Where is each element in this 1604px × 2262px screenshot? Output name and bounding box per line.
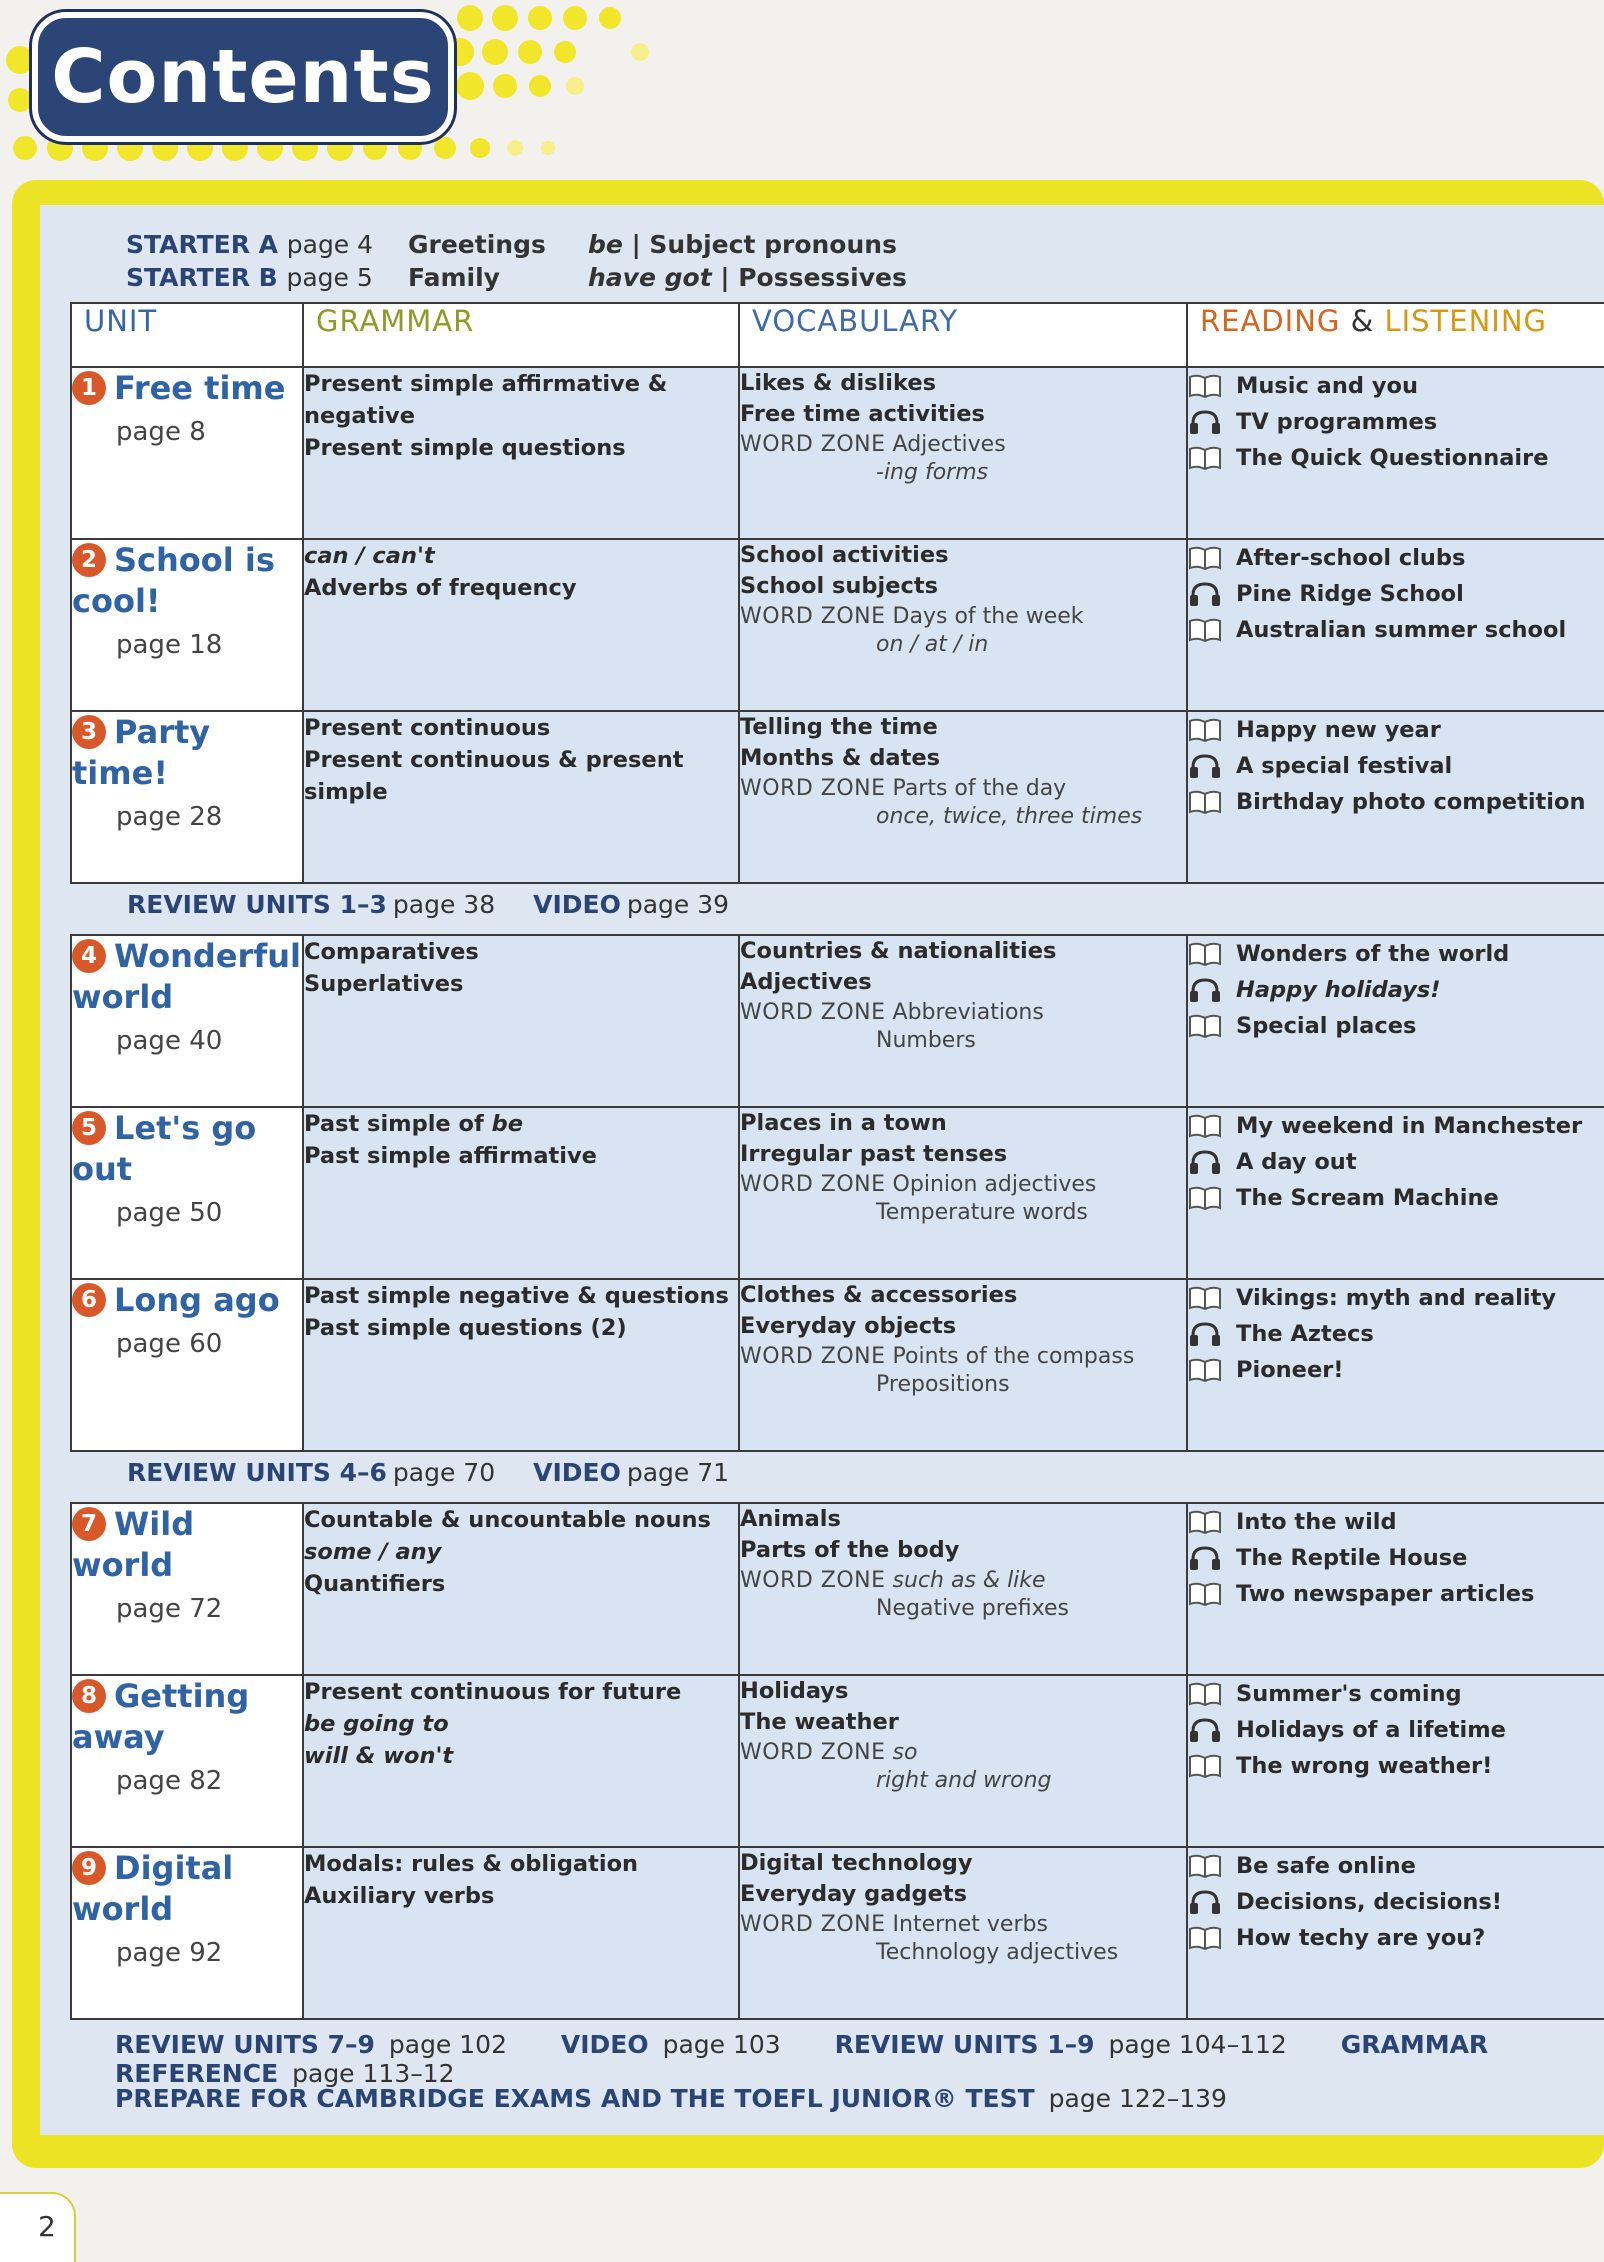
headphones-icon xyxy=(1188,1149,1222,1175)
book-icon xyxy=(1188,717,1222,743)
starter-b-grammar: | Possessives xyxy=(711,263,907,292)
unit-page: page 60 xyxy=(116,1329,223,1359)
reading-listening-cell xyxy=(1187,1847,1604,2019)
review-row xyxy=(71,883,1604,935)
unit-title: Wonderful world xyxy=(72,937,301,1016)
unit-page: page 18 xyxy=(116,630,223,660)
unit-row xyxy=(71,367,1604,539)
vocabulary-item: Free time activities xyxy=(740,401,985,427)
unit-cell xyxy=(71,1503,303,1675)
word-zone-item-2: right and wrong xyxy=(876,1768,1052,1793)
headphones-icon xyxy=(1188,1717,1222,1743)
headphones-icon xyxy=(1188,1321,1222,1347)
word-zone-item-2: Prepositions xyxy=(876,1372,1010,1397)
grammar-item: Modals: rules & obligation xyxy=(304,1851,639,1877)
grammar-cell xyxy=(303,1675,739,1847)
starter-b-row xyxy=(126,261,907,294)
unit-cell xyxy=(71,1675,303,1847)
reading-listening-item: Be safe online xyxy=(1188,1848,1604,1884)
reading-listening-item: The Aztecs xyxy=(1188,1316,1604,1352)
book-icon xyxy=(1188,789,1222,815)
unit-page: page 28 xyxy=(116,802,223,832)
reading-listening-item: A special festival xyxy=(1188,748,1604,784)
review-cell xyxy=(71,883,1604,935)
reading-listening-item: Summer's coming xyxy=(1188,1676,1604,1712)
unit-number-badge: 9 xyxy=(72,1851,106,1885)
starter-a-row xyxy=(126,228,907,261)
vocabulary-item: Holidays xyxy=(740,1678,849,1704)
header-grammar: GRAMMAR xyxy=(303,303,739,367)
unit-title: School is cool! xyxy=(72,541,275,620)
grammar-item: Present continuous for future xyxy=(304,1679,682,1705)
unit-row xyxy=(71,1107,1604,1279)
grammar-item: Present continuous xyxy=(304,715,551,741)
header-row xyxy=(71,303,1604,367)
starter-b-grammar-italic: have got xyxy=(588,263,712,292)
reading-listening-cell xyxy=(1187,539,1604,711)
vocabulary-item: Everyday objects xyxy=(740,1313,957,1339)
reading-listening-item: My weekend in Manchester xyxy=(1188,1108,1604,1144)
word-zone-item: Days of the week xyxy=(892,604,1084,629)
word-zone-item: Internet verbs xyxy=(892,1912,1048,1937)
review-label: REVIEW UNITS 1–3 xyxy=(127,890,387,919)
headphones-icon xyxy=(1188,409,1222,435)
unit-cell xyxy=(71,935,303,1107)
unit-number-badge: 3 xyxy=(72,715,106,749)
footer-line-2 xyxy=(115,2084,1227,2113)
reading-listening-item: Pioneer! xyxy=(1188,1352,1604,1388)
grammar-item: Auxiliary verbs xyxy=(304,1883,495,1909)
grammar-item: will & won't xyxy=(304,1743,454,1769)
word-zone-item: such as & like xyxy=(892,1568,1046,1593)
reading-listening-item: Pine Ridge School xyxy=(1188,576,1604,612)
unit-row xyxy=(71,711,1604,883)
unit-cell xyxy=(71,711,303,883)
vocabulary-item: Places in a town xyxy=(740,1110,947,1136)
reading-listening-item: Birthday photo competition xyxy=(1188,784,1604,820)
reading-listening-item: Wonders of the world xyxy=(1188,936,1604,972)
reading-listening-cell xyxy=(1187,1503,1604,1675)
vocabulary-cell xyxy=(739,367,1187,539)
prepare-label: PREPARE FOR CAMBRIDGE EXAMS AND THE TOEFL JUNIOR® TEST xyxy=(115,2084,1035,2113)
book-icon xyxy=(1188,1113,1222,1139)
unit-page: page 92 xyxy=(116,1938,223,1968)
footer-line-1 xyxy=(115,2030,1604,2088)
word-zone-label: WORD ZONE xyxy=(740,1740,886,1765)
unit-title: Let's go out xyxy=(72,1109,257,1188)
word-zone xyxy=(740,1566,1186,1595)
vocabulary-cell xyxy=(739,539,1187,711)
starter-a-grammar-italic: be xyxy=(588,230,623,259)
starter-b-label: STARTER B xyxy=(126,263,278,292)
unit-number-badge: 7 xyxy=(72,1507,106,1541)
starter-b-topic: Family xyxy=(408,263,500,292)
grammar-item: Present continuous & present simple xyxy=(304,747,684,805)
book-icon xyxy=(1188,373,1222,399)
review-cell xyxy=(71,1451,1604,1503)
video-label: VIDEO xyxy=(533,890,621,919)
prepare-page: page 122–139 xyxy=(1048,2084,1227,2113)
video-label: VIDEO xyxy=(533,1458,621,1487)
vocabulary-item: Parts of the body xyxy=(740,1537,960,1563)
word-zone-label: WORD ZONE xyxy=(740,604,886,629)
vocabulary-cell xyxy=(739,711,1187,883)
word-zone-label: WORD ZONE xyxy=(740,1568,886,1593)
review-label: REVIEW UNITS 4–6 xyxy=(127,1458,387,1487)
unit-number-badge: 4 xyxy=(72,939,106,973)
page-number: 2 xyxy=(38,2210,56,2243)
reading-listening-item: The Reptile House xyxy=(1188,1540,1604,1576)
unit-title: Wild world xyxy=(72,1505,195,1584)
word-zone-item: so xyxy=(892,1740,918,1765)
reading-listening-cell xyxy=(1187,711,1604,883)
unit-page: page 50 xyxy=(116,1198,223,1228)
book-icon xyxy=(1188,1185,1222,1211)
unit-cell xyxy=(71,539,303,711)
word-zone-item: Parts of the day xyxy=(892,776,1067,801)
unit-row xyxy=(71,1847,1604,2019)
vocabulary-item: School subjects xyxy=(740,573,938,599)
headphones-icon xyxy=(1188,1889,1222,1915)
vocabulary-cell xyxy=(739,1279,1187,1451)
word-zone-item: Abbreviations xyxy=(892,1000,1044,1025)
word-zone xyxy=(740,1170,1186,1199)
grammar-cell xyxy=(303,1847,739,2019)
header-reading-listening xyxy=(1187,303,1604,367)
grammar-item: Present simple affirmative & negative xyxy=(304,371,668,429)
header-vocabulary: VOCABULARY xyxy=(739,303,1187,367)
unit-title: Digital world xyxy=(72,1849,234,1928)
grammar-cell xyxy=(303,1107,739,1279)
book-icon xyxy=(1188,941,1222,967)
unit-row xyxy=(71,539,1604,711)
grammar-item: Quantifiers xyxy=(304,1571,446,1597)
word-zone xyxy=(740,998,1186,1027)
word-zone xyxy=(740,1738,1186,1767)
unit-cell xyxy=(71,1107,303,1279)
unit-page: page 8 xyxy=(116,417,206,447)
vocabulary-item: The weather xyxy=(740,1709,899,1735)
reading-listening-item: Australian summer school xyxy=(1188,612,1604,648)
reading-listening-item: Into the wild xyxy=(1188,1504,1604,1540)
reading-listening-item: Music and you xyxy=(1188,368,1604,404)
review-page: page 38 xyxy=(392,890,496,919)
grammar-item: Adverbs of frequency xyxy=(304,575,577,601)
grammar-item: Countable & uncountable nouns xyxy=(304,1507,711,1533)
reading-listening-item: Decisions, decisions! xyxy=(1188,1884,1604,1920)
reading-listening-item: The Quick Questionnaire xyxy=(1188,440,1604,476)
word-zone xyxy=(740,430,1186,459)
unit-page: page 40 xyxy=(116,1026,223,1056)
unit-cell xyxy=(71,1279,303,1451)
book-icon xyxy=(1188,617,1222,643)
word-zone-label: WORD ZONE xyxy=(740,432,886,457)
vocabulary-item: Months & dates xyxy=(740,745,941,771)
book-icon xyxy=(1188,1285,1222,1311)
book-icon xyxy=(1188,445,1222,471)
starter-b-page: page 5 xyxy=(286,263,373,292)
unit-number-badge: 2 xyxy=(72,543,106,577)
reading-listening-cell xyxy=(1187,1107,1604,1279)
vocabulary-item: Likes & dislikes xyxy=(740,370,936,396)
starter-a-label: STARTER A xyxy=(126,230,279,259)
vocabulary-cell xyxy=(739,1675,1187,1847)
grammar-reference-page: page 113–12 xyxy=(292,2059,455,2088)
grammar-item: can / can't xyxy=(304,543,435,569)
word-zone-item-2: Numbers xyxy=(876,1028,976,1053)
header-amp: & xyxy=(1340,304,1385,338)
vocabulary-cell xyxy=(739,1503,1187,1675)
header-reading: READING xyxy=(1200,304,1341,338)
review-7-9-page: page 102 xyxy=(388,2030,507,2059)
unit-title: Party time! xyxy=(72,713,211,792)
word-zone-item-2: Technology adjectives xyxy=(876,1940,1119,1965)
grammar-item: Comparatives xyxy=(304,939,479,965)
reading-listening-item: After-school clubs xyxy=(1188,540,1604,576)
vocabulary-cell xyxy=(739,935,1187,1107)
reading-listening-item: Holidays of a lifetime xyxy=(1188,1712,1604,1748)
video-3-page: page 103 xyxy=(662,2030,781,2059)
grammar-item: Present simple questions xyxy=(304,435,626,461)
video-3-label: VIDEO xyxy=(560,2030,649,2059)
grammar-cell xyxy=(303,935,739,1107)
unit-cell xyxy=(71,1847,303,2019)
reading-listening-cell xyxy=(1187,1675,1604,1847)
reading-listening-item: The wrong weather! xyxy=(1188,1748,1604,1784)
vocabulary-item: School activities xyxy=(740,542,949,568)
grammar-item: Past simple negative & questions xyxy=(304,1283,729,1309)
vocabulary-item: Animals xyxy=(740,1506,841,1532)
video-page: page 71 xyxy=(626,1458,730,1487)
vocabulary-item: Clothes & accessories xyxy=(740,1282,1018,1308)
vocabulary-item: Irregular past tenses xyxy=(740,1141,1008,1167)
unit-number-badge: 5 xyxy=(72,1111,106,1145)
unit-title: Getting away xyxy=(72,1677,250,1756)
word-zone xyxy=(740,1910,1186,1939)
grammar-cell xyxy=(303,1279,739,1451)
book-icon xyxy=(1188,1681,1222,1707)
word-zone-label: WORD ZONE xyxy=(740,776,886,801)
grammar-cell xyxy=(303,711,739,883)
grammar-item: Past simple questions (2) xyxy=(304,1315,627,1341)
contents-title: Contents xyxy=(32,12,454,142)
review-1-9-label: REVIEW UNITS 1–9 xyxy=(834,2030,1095,2059)
book-icon xyxy=(1188,1925,1222,1951)
word-zone-label: WORD ZONE xyxy=(740,1344,886,1369)
book-icon xyxy=(1188,1013,1222,1039)
word-zone-item-2: Negative prefixes xyxy=(876,1596,1069,1621)
vocabulary-item: Telling the time xyxy=(740,714,938,740)
word-zone-label: WORD ZONE xyxy=(740,1912,886,1937)
word-zone-item-2: once, twice, three times xyxy=(876,804,1143,829)
word-zone xyxy=(740,774,1186,803)
book-icon xyxy=(1188,1753,1222,1779)
reading-listening-item: Special places xyxy=(1188,1008,1604,1044)
unit-number-badge: 1 xyxy=(72,371,106,405)
unit-row xyxy=(71,935,1604,1107)
reading-listening-item: Happy holidays! xyxy=(1188,972,1604,1008)
unit-row xyxy=(71,1675,1604,1847)
word-zone-item: Points of the compass xyxy=(892,1344,1135,1369)
headphones-icon xyxy=(1188,753,1222,779)
starter-a-topic: Greetings xyxy=(408,230,546,259)
vocabulary-cell xyxy=(739,1107,1187,1279)
unit-title: Free time xyxy=(114,369,286,407)
unit-number-badge: 6 xyxy=(72,1283,106,1317)
headphones-icon xyxy=(1188,1545,1222,1571)
header-unit: UNIT xyxy=(71,303,303,367)
word-zone-item: Opinion adjectives xyxy=(892,1172,1097,1197)
unit-row xyxy=(71,1279,1604,1451)
review-1-9-page: page 104–112 xyxy=(1108,2030,1287,2059)
vocabulary-item: Adjectives xyxy=(740,969,872,995)
vocabulary-item: Countries & nationalities xyxy=(740,938,1057,964)
reading-listening-cell xyxy=(1187,1279,1604,1451)
unit-row xyxy=(71,1503,1604,1675)
unit-page: page 72 xyxy=(116,1594,223,1624)
unit-page: page 82 xyxy=(116,1766,223,1796)
book-icon xyxy=(1188,1357,1222,1383)
word-zone-label: WORD ZONE xyxy=(740,1172,886,1197)
grammar-item: Past simple of be xyxy=(304,1111,523,1137)
grammar-item: Past simple affirmative xyxy=(304,1143,597,1169)
reading-listening-cell xyxy=(1187,935,1604,1107)
unit-title: Long ago xyxy=(114,1281,280,1319)
word-zone-item-2: on / at / in xyxy=(876,632,989,657)
video-page: page 39 xyxy=(626,890,730,919)
reading-listening-item: How techy are you? xyxy=(1188,1920,1604,1956)
starter-section xyxy=(126,228,907,294)
reading-listening-cell xyxy=(1187,367,1604,539)
reading-listening-item: TV programmes xyxy=(1188,404,1604,440)
word-zone xyxy=(740,602,1186,631)
review-7-9-label: REVIEW UNITS 7–9 xyxy=(115,2030,375,2059)
contents-table xyxy=(70,302,1604,2020)
header-listening: LISTENING xyxy=(1384,304,1548,338)
vocabulary-item: Everyday gadgets xyxy=(740,1881,968,1907)
reading-listening-item: Happy new year xyxy=(1188,712,1604,748)
word-zone xyxy=(740,1342,1186,1371)
book-icon xyxy=(1188,545,1222,571)
book-icon xyxy=(1188,1581,1222,1607)
reading-listening-item: Vikings: myth and reality xyxy=(1188,1280,1604,1316)
grammar-item: be going to xyxy=(304,1711,449,1737)
starter-a-grammar: | Subject pronouns xyxy=(622,230,897,259)
headphones-icon xyxy=(1188,581,1222,607)
word-zone-item-2: Temperature words xyxy=(876,1200,1088,1225)
review-row xyxy=(71,1451,1604,1503)
book-icon xyxy=(1188,1853,1222,1879)
reading-listening-item: Two newspaper articles xyxy=(1188,1576,1604,1612)
word-zone-item-2: -ing forms xyxy=(876,460,989,485)
vocabulary-cell xyxy=(739,1847,1187,2019)
review-page: page 70 xyxy=(392,1458,496,1487)
reading-listening-item: A day out xyxy=(1188,1144,1604,1180)
word-zone-item: Adjectives xyxy=(892,432,1006,457)
word-zone-label: WORD ZONE xyxy=(740,1000,886,1025)
unit-number-badge: 8 xyxy=(72,1679,106,1713)
unit-cell xyxy=(71,367,303,539)
grammar-item: some / any xyxy=(304,1539,442,1565)
grammar-cell xyxy=(303,1503,739,1675)
grammar-cell xyxy=(303,539,739,711)
reading-listening-item: The Scream Machine xyxy=(1188,1180,1604,1216)
grammar-item: Superlatives xyxy=(304,971,464,997)
starter-a-page: page 4 xyxy=(286,230,374,259)
grammar-cell xyxy=(303,367,739,539)
book-icon xyxy=(1188,1509,1222,1535)
vocabulary-item: Digital technology xyxy=(740,1850,973,1876)
grammar-reference-label: GRAMMAR REFERENCE xyxy=(115,2030,1489,2088)
headphones-icon xyxy=(1188,977,1222,1003)
